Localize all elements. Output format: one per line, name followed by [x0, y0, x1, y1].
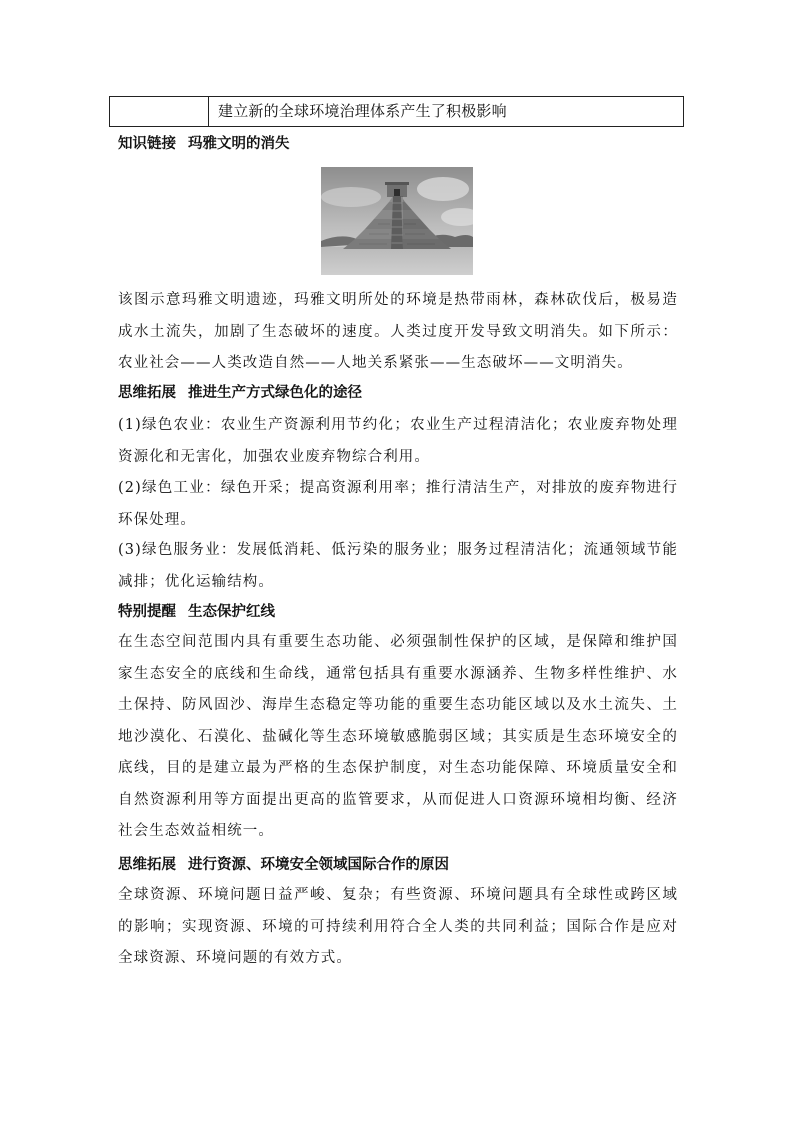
section-label: 思维拓展: [118, 385, 176, 401]
section-label: 知识链接: [118, 136, 176, 152]
section-body-international-cooperation: 全球资源、环境问题日益严峻、复杂；有些资源、环境问题具有全球性或跨区域的影响；实现资源、环境的可持续利用符合全人类的共同利益；国际合作是应对全球资源、环境问题的有效方式。: [118, 887, 678, 966]
section-heading-knowledge-link: [118, 134, 290, 154]
section-body-maya: 该图示意玛雅文明遗迹，玛雅文明所处的环境是热带雨林，森林砍伐后，极易造成水土流失，加剧了生态破坏的速度。人类过度开发导致文明消失。如下所示：农业社会——人类改造自然——人地关系紧张——生态破坏——文明消失。: [118, 292, 678, 371]
section-body-ecological-redline: 在生态空间范围内具有重要生态功能、必须强制性保护的区域，是保障和维护国家生态安全的底线和生命线，通常包括具有重要水源涵养、生物多样性维护、水土保持、防风固沙、海岸生态稳定等功能的重要生态功能区域以及水土流失、土地沙漠化、石漠化、盐碱化等生态环境敏感脆弱区域；其实质是生态环境安全的底线，目的是建立最为严格的生态保护制度，对生态功能保障、环境质量安全和自然资源利用等方面提出更高的监管要求，从而促进人口资源环境相均衡、经济社会生态效益相统一。: [118, 634, 678, 839]
section-title: 玛雅文明的消失: [188, 136, 290, 152]
section-heading-thinking-extension: [118, 383, 362, 403]
table-cell-left: [110, 97, 209, 126]
list-item-green-agriculture: (1)绿色农业：农业生产资源利用节约化；农业生产过程清洁化；农业废弃物处理资源化和无害化，加强农业废弃物综合利用。: [118, 417, 678, 465]
section-title: 进行资源、环境安全领域国际合作的原因: [188, 857, 449, 873]
section-title: 生态保护红线: [188, 604, 275, 620]
maya-pyramid-photo: [321, 167, 473, 275]
section-heading-thinking-extension-2: [118, 855, 449, 875]
list-item-green-industry: (2)绿色工业：绿色开采；提高资源利用率；推行清洁生产，对排放的废弃物进行环保处理。: [118, 480, 678, 528]
table-row-fragment: [109, 96, 684, 127]
table-cell-right: 建立新的全球环境治理体系产生了积极影响: [218, 102, 507, 120]
section-label: 特别提醒: [118, 604, 176, 620]
section-label: 思维拓展: [118, 857, 176, 873]
section-title: 推进生产方式绿色化的途径: [188, 385, 362, 401]
list-item-green-service: (3)绿色服务业：发展低消耗、低污染的服务业；服务过程清洁化；流通领域节能减排；优化运输结构。: [118, 542, 678, 590]
section-heading-special-reminder: [118, 602, 275, 622]
